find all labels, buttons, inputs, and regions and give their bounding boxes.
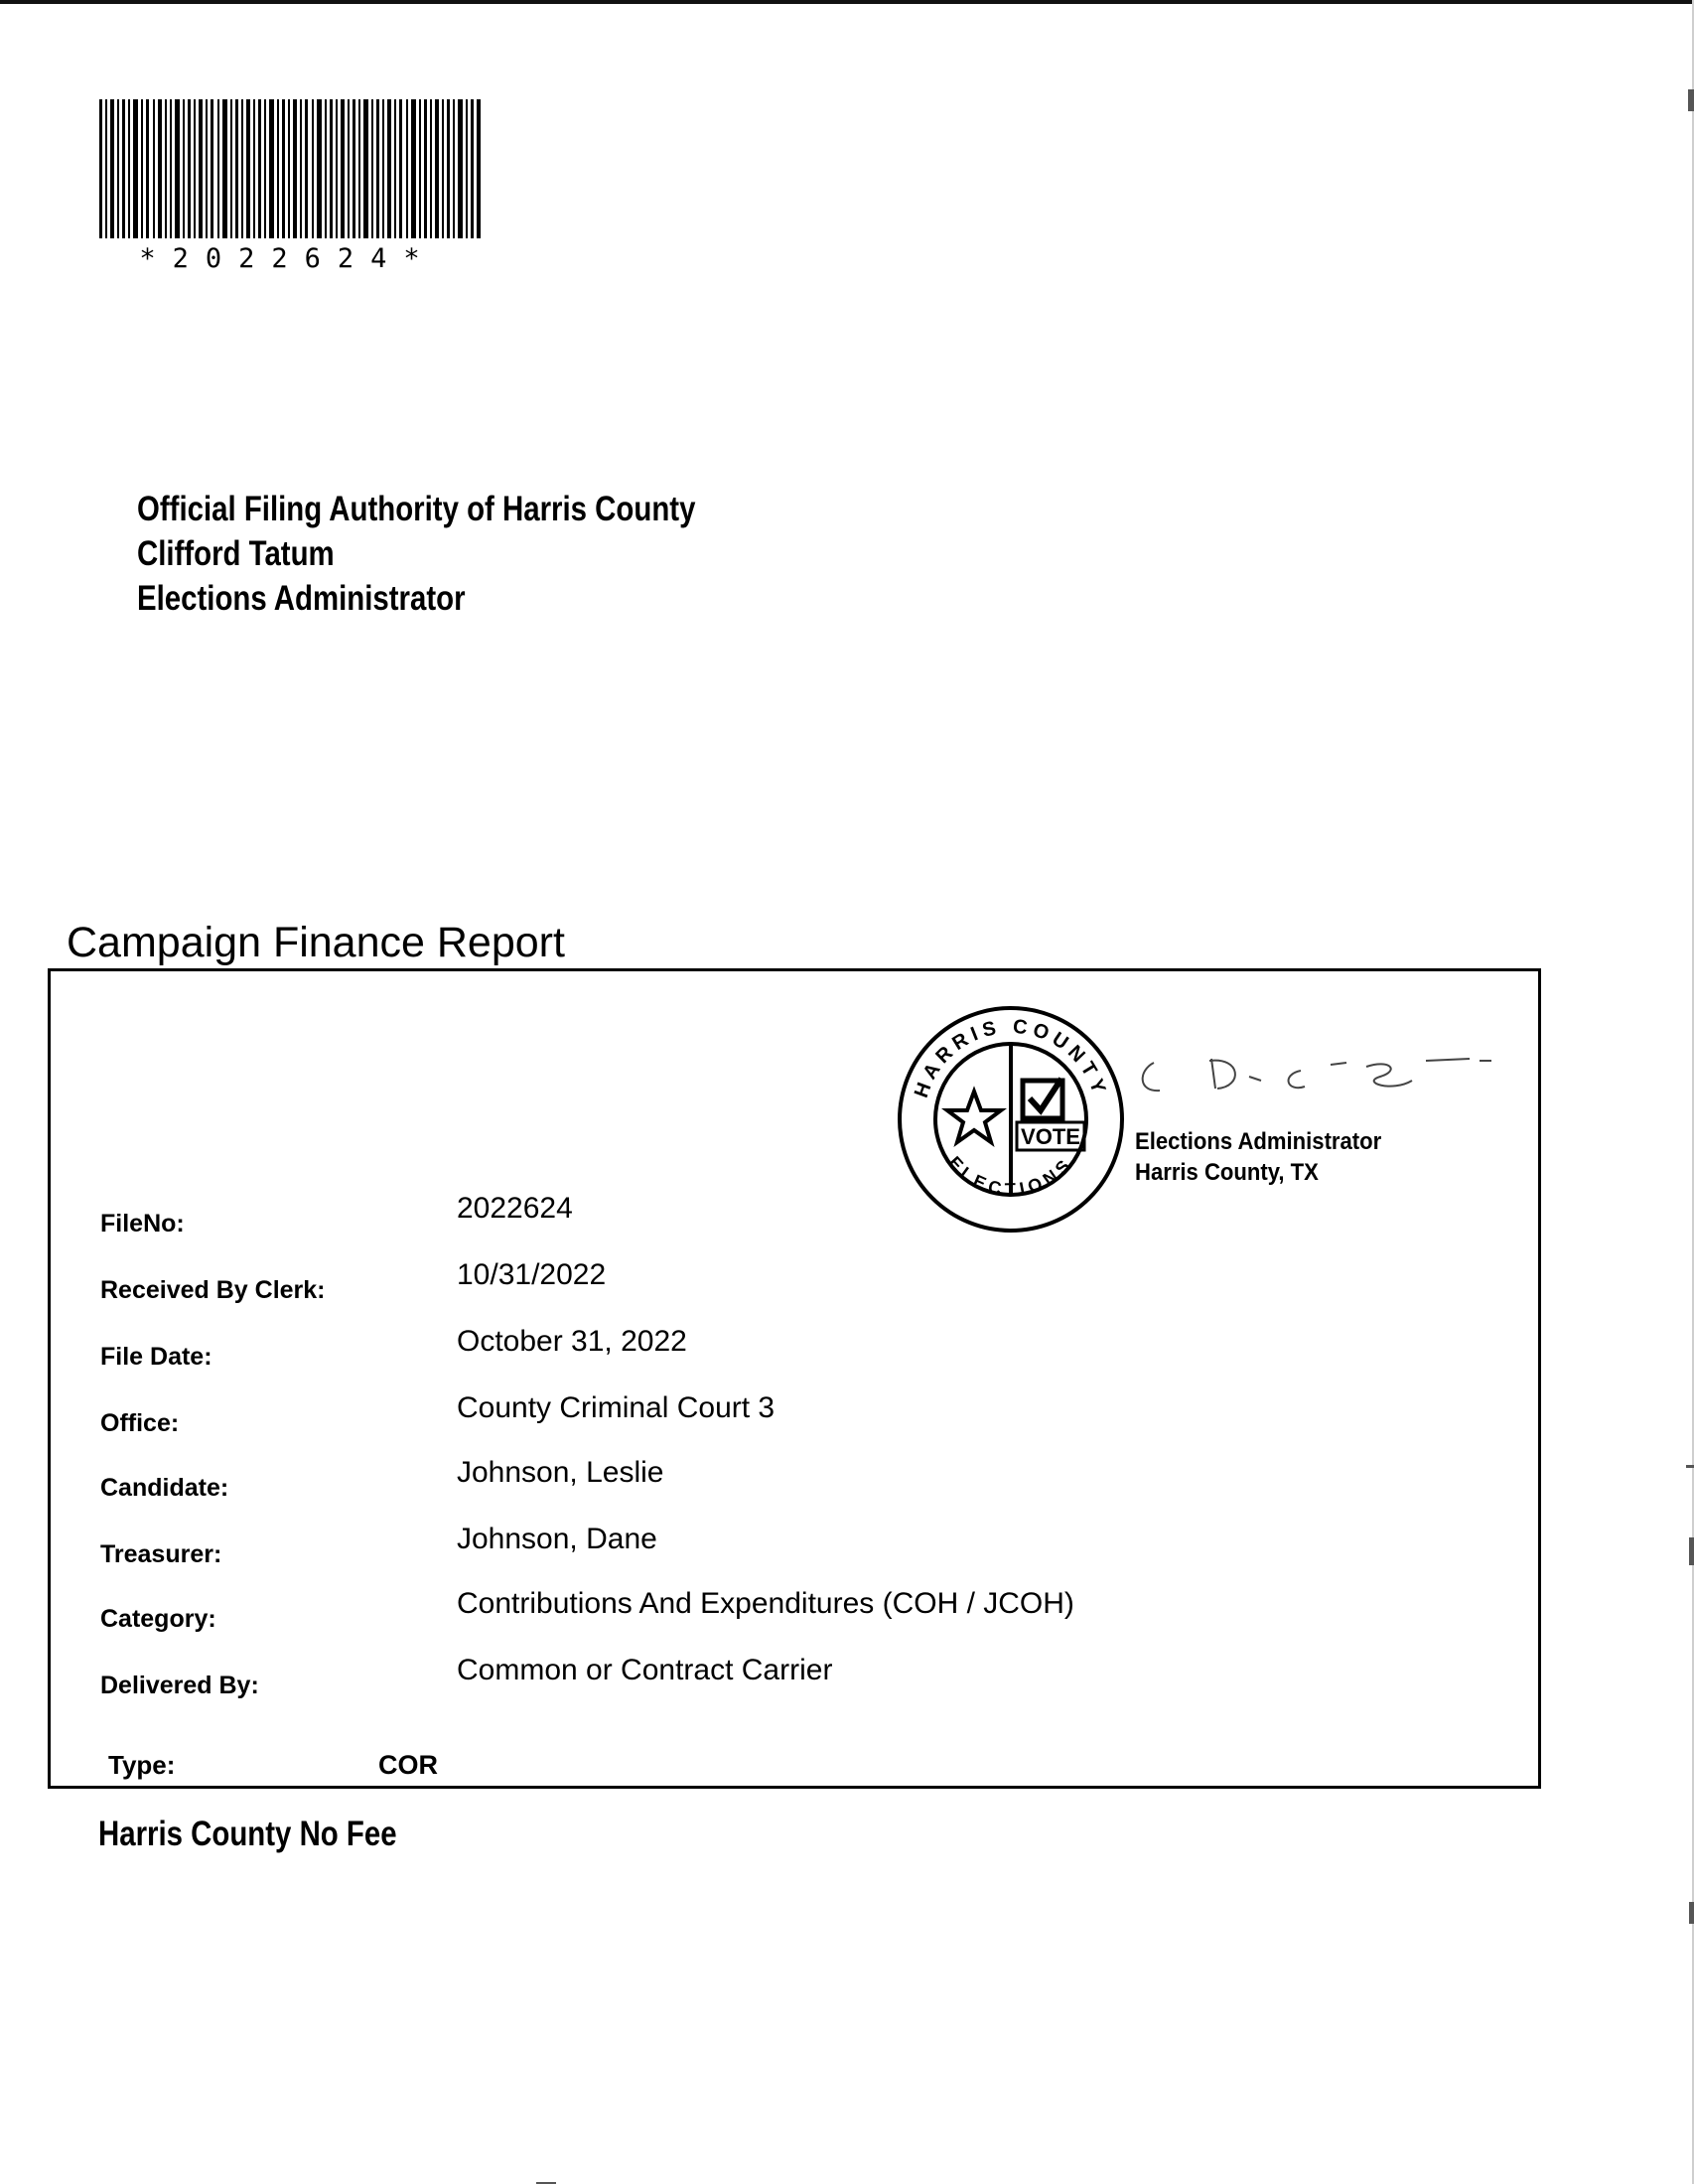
scan-artifact [1688,89,1694,111]
seal-caption-title: Elections Administrator [1135,1128,1382,1155]
field-value: October 31, 2022 [457,1325,687,1358]
field-label: Candidate: [100,1474,229,1502]
seal-vote-label: VOTE [1021,1124,1080,1149]
report-title: Campaign Finance Report [67,919,565,966]
scan-edge-top [0,0,1694,4]
field-received-by-clerk [51,1258,1441,1308]
checkbox-check-icon [1023,1079,1062,1118]
field-value: 10/31/2022 [457,1258,607,1291]
no-fee-note: Harris County No Fee [98,1815,397,1853]
field-label: Received By Clerk: [100,1276,326,1304]
field-category [51,1587,1441,1637]
barcode-bars [99,99,485,238]
administrator-signature [1132,1041,1549,1120]
field-file-no [51,1192,1441,1241]
field-office [51,1391,1441,1441]
field-label: Category: [100,1605,216,1633]
filing-authority-block [137,487,802,621]
seal-ring-bottom-text: ELECTIONS [944,1152,1077,1200]
scan-artifact [1686,1465,1694,1468]
field-label: FileNo: [100,1210,185,1238]
field-value: 2022624 [457,1192,573,1225]
authority-title: Elections Administrator [137,579,466,618]
report-details-box [48,968,1541,1789]
type-value: COR [378,1750,438,1780]
field-candidate [51,1456,1441,1506]
authority-name: Clifford Tatum [137,534,335,573]
authority-line-1: Official Filing Authority of Harris County [137,490,696,528]
field-value: Common or Contract Carrier [457,1654,833,1686]
type-label: Type: [108,1750,176,1780]
field-value: Johnson, Leslie [457,1456,664,1489]
barcode [99,99,485,274]
field-treasurer [51,1523,1441,1572]
barcode-number: *2022624* [139,243,437,274]
field-value: Contributions And Expenditures (COH / JCOH) [457,1587,1074,1620]
field-label: File Date: [100,1343,212,1371]
field-label: Office: [100,1409,180,1437]
seal-caption-county: Harris County, TX [1135,1159,1319,1186]
field-label: Delivered By: [100,1672,259,1699]
scan-artifact [1689,1902,1694,1924]
field-label: Treasurer: [100,1540,222,1568]
field-delivered-by [51,1654,1441,1703]
star-icon [947,1092,1001,1142]
field-file-date [51,1325,1441,1375]
seal-ring-top-text: HARRIS COUNTY [910,1015,1112,1101]
scan-artifact [1689,1537,1694,1565]
seal-caption [1135,1126,1403,1188]
field-value: County Criminal Court 3 [457,1391,776,1424]
field-value: Johnson, Dane [457,1523,657,1555]
